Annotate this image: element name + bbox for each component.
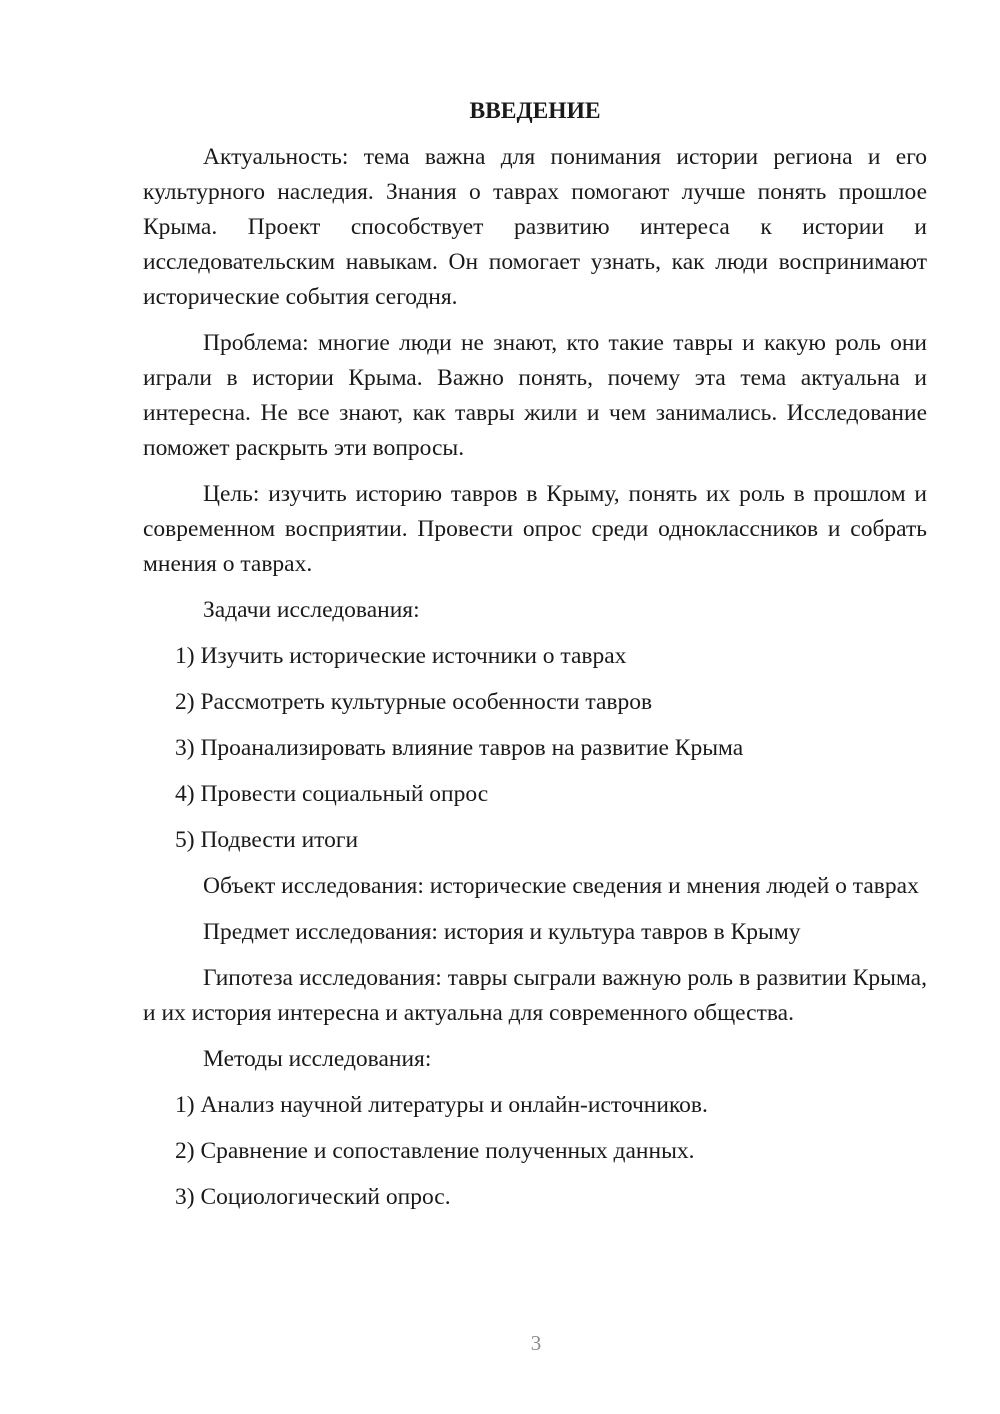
section-title: ВВЕДЕНИЕ <box>469 98 601 124</box>
method-item: 1) Анализ научной литературы и онлайн-источников. <box>175 1092 708 1118</box>
object-paragraph: Объект исследования: исторические сведения и мнения людей о таврах <box>203 873 919 899</box>
task-item: 4) Провести социальный опрос <box>175 781 489 807</box>
page-number: 3 <box>530 1331 542 1355</box>
task-item: 1) Изучить исторические источники о таврах <box>175 643 627 669</box>
hypothesis-paragraph: Гипотеза исследования: тавры сыграли важную роль в развитии Крыма, и их история интересна и актуальна для современного общества. <box>143 965 927 1026</box>
document-body <box>143 94 927 1226</box>
task-item: 3) Проанализировать влияние тавров на развитие Крыма <box>175 735 744 761</box>
task-item: 5) Подвести итоги <box>175 827 359 853</box>
tasks-heading: Задачи исследования: <box>203 597 420 623</box>
subject-paragraph: Предмет исследования: история и культура тавров в Крыму <box>203 919 801 945</box>
problem-paragraph: Проблема: многие люди не знают, кто такие тавры и какую роль они играли в истории Крыма. Важно понять, почему эта тема актуальна и интересна. Не все знают, как тавры жили и чем занимались. Исследование поможет раскрыть эти вопросы. <box>143 330 927 461</box>
method-item: 2) Сравнение и сопоставление полученных данных. <box>175 1138 695 1164</box>
method-item: 3) Социологический опрос. <box>175 1184 451 1210</box>
goal-paragraph: Цель: изучить историю тавров в Крыму, понять их роль в прошлом и современном восприятии. Провести опрос среди одноклассников и собрать мнения о таврах. <box>143 481 927 577</box>
task-item: 2) Рассмотреть культурные особенности тавров <box>175 689 653 715</box>
methods-heading: Методы исследования: <box>203 1046 432 1072</box>
relevance-paragraph: Актуальность: тема важна для понимания истории региона и его культурного наследия. Знания о таврах помогают лучше понять прошлое Крыма. Проект способствует развитию интереса к истории и исследовательским навыкам. Он помогает узнать, как люди воспринимают исторические события сегодня. <box>143 144 927 310</box>
